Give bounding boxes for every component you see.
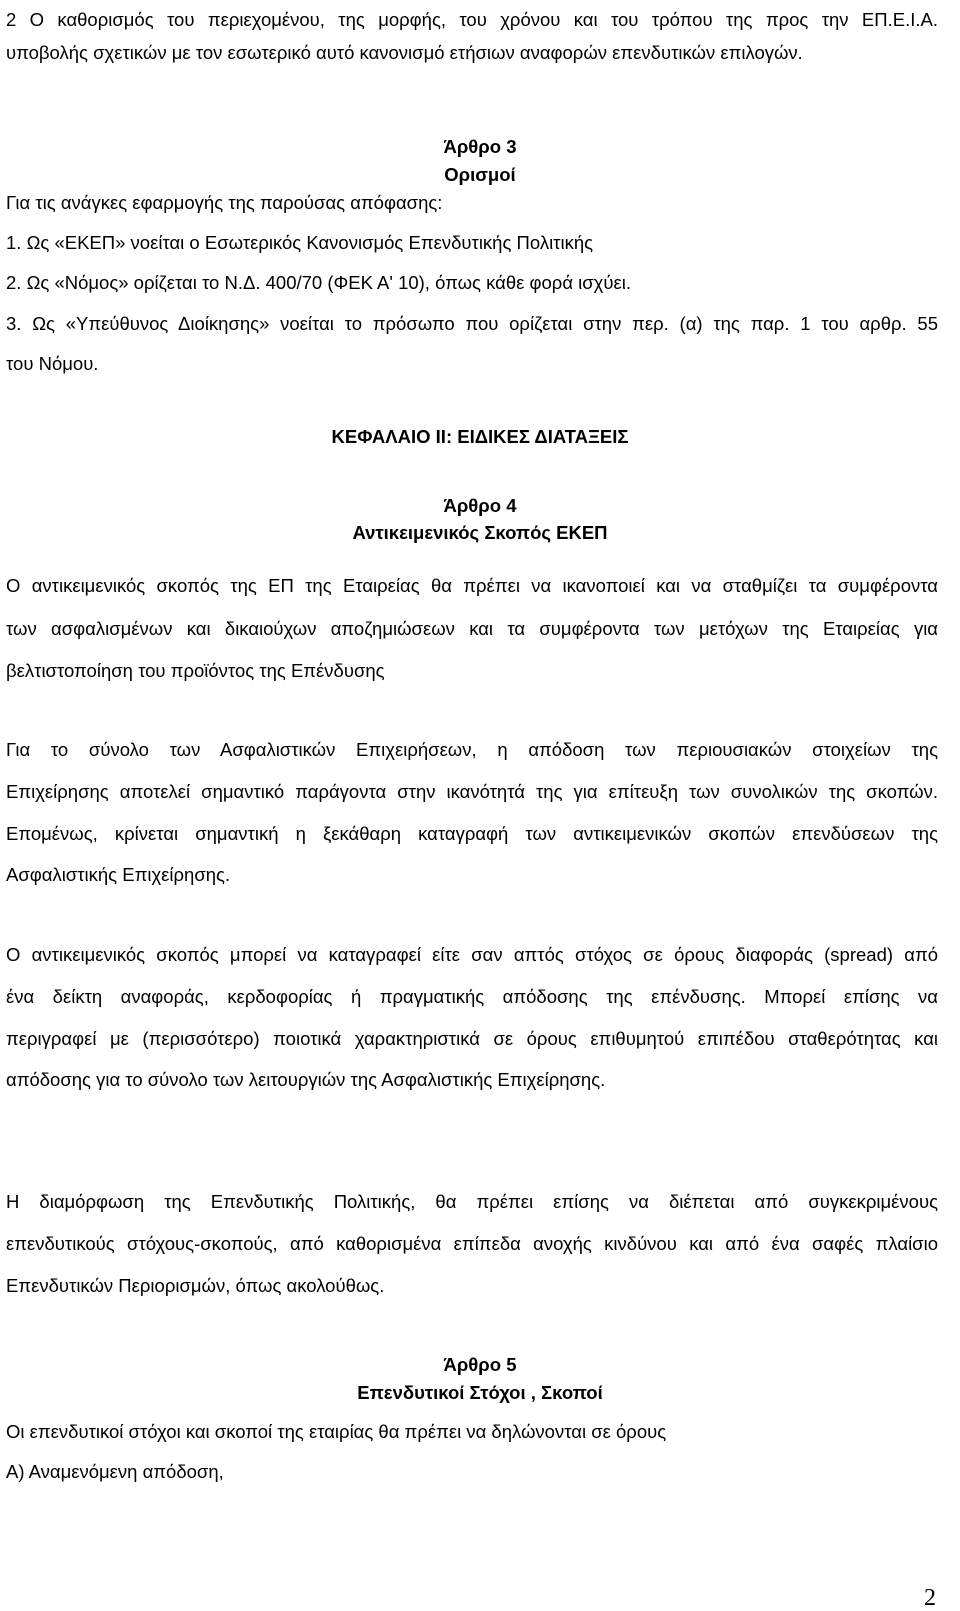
intro-line-1: 2 Ο καθορισμός του περιεχομένου, της μορφής, του χρόνου και του τρόπου της προς την ΕΠ.Ε.Ι.Α.	[6, 9, 938, 30]
chapter-2-heading: ΚΕΦΑΛΑΙΟ ΙΙ: ΕΙΔΙΚΕΣ ΔΙΑΤΑΞΕΙΣ	[331, 426, 629, 447]
article-4-title: Αντικειμενικός Σκοπός ΕΚΕΠ	[352, 522, 608, 543]
article-4-p2-line-3: Επομένως, κρίνεται σημαντική η ξεκάθαρη καταγραφή των αντικειμενικών σκοπών επενδύσεων της	[6, 823, 938, 844]
definition-item-1: 1. Ως «ΕΚΕΠ» νοείται ο Εσωτερικός Κανονισμός Επενδυτικής Πολιτικής	[6, 232, 594, 253]
article-4-p4-line-1: Η διαμόρφωση της Επενδυτικής Πολιτικής, θα πρέπει επίσης να διέπεται από συγκεκριμένους	[6, 1191, 938, 1212]
article-4-p1-line-1: Ο αντικειμενικός σκοπός της ΕΠ της Εταιρείας θα πρέπει να ικανοποιεί και να σταθμίζει τα συμφέροντα	[6, 575, 938, 596]
article-5-line-2: Α) Αναμενόμενη απόδοση,	[6, 1461, 224, 1482]
article-4-number: Άρθρο 4	[443, 495, 517, 516]
article-3-number: Άρθρο 3	[443, 136, 517, 157]
article-4-p1-line-3: βελτιστοποίηση του προϊόντος της Επένδυσης	[6, 660, 385, 681]
definition-item-3: 3. Ως «Υπεύθυνος Διοίκησης» νοείται το πρόσωπο που ορίζεται στην περ. (α) της παρ. 1 του αρθρ. 55	[6, 313, 938, 334]
article-3-title: Ορισμοί	[444, 164, 516, 185]
definition-item-2: 2. Ως «Νόμος» ορίζεται το Ν.Δ. 400/70 (ΦΕΚ Α' 10), όπως κάθε φορά ισχύει.	[6, 272, 632, 293]
article-5-line-1: Οι επενδυτικοί στόχοι και σκοποί της εταιρίας θα πρέπει να δηλώνονται σε όρους	[6, 1421, 667, 1442]
article-4-p1-line-2: των ασφαλισμένων και δικαιούχων αποζημιώσεων και τα συμφέροντα των μετόχων της Εταιρείας για	[6, 618, 938, 639]
article-5-title: Επενδυτικοί Στόχοι , Σκοποί	[357, 1382, 603, 1403]
article-4-p3-line-2: ένα δείκτη αναφοράς, κερδοφορίας ή πραγματικής απόδοσης της επένδυσης. Μπορεί επίσης να	[6, 986, 938, 1007]
article-4-p4-line-2: επενδυτικούς στόχους-σκοπούς, από καθορισμένα επίπεδα ανοχής κινδύνου και από ένα σαφές πλαίσιο	[6, 1233, 938, 1254]
article-4-p2-line-4: Ασφαλιστικής Επιχείρησης.	[6, 864, 231, 885]
article-5-number: Άρθρο 5	[443, 1354, 517, 1375]
article-4-p2-line-1: Για το σύνολο των Ασφαλιστικών Επιχειρήσεων, η απόδοση των περιουσιακών στοιχείων της	[6, 739, 938, 760]
page-number: 2	[924, 1585, 936, 1611]
article-4-p3-line-4: απόδοσης για το σύνολο των λειτουργιών της Ασφαλιστικής Επιχείρησης.	[6, 1069, 606, 1090]
article-4-p3-line-1: Ο αντικειμενικός σκοπός μπορεί να καταγραφεί είτε σαν απτός στόχος σε όρους διαφοράς (spread) από	[6, 944, 938, 965]
article-3-lead: Για τις ανάγκες εφαρμογής της παρούσας απόφασης:	[6, 192, 443, 213]
definition-item-3-cont: του Νόμου.	[6, 353, 99, 374]
article-4-p2-line-2: Επιχείρησης αποτελεί σημαντικό παράγοντα στην ικανότητά της για επίτευξη των συνολικών της σκοπών.	[6, 781, 938, 802]
article-4-p4-line-3: Επενδυτικών Περιορισμών, όπως ακολούθως.	[6, 1275, 385, 1296]
intro-line-2: υποβολής σχετικών με τον εσωτερικό αυτό κανονισμό ετήσιων αναφορών επενδυτικών επιλογών.	[6, 42, 803, 63]
article-4-p3-line-3: περιγραφεί με (περισσότερο) ποιοτικά χαρακτηριστικά σε όρους επιθυμητού επιπέδου σταθερότητας και	[6, 1028, 938, 1049]
